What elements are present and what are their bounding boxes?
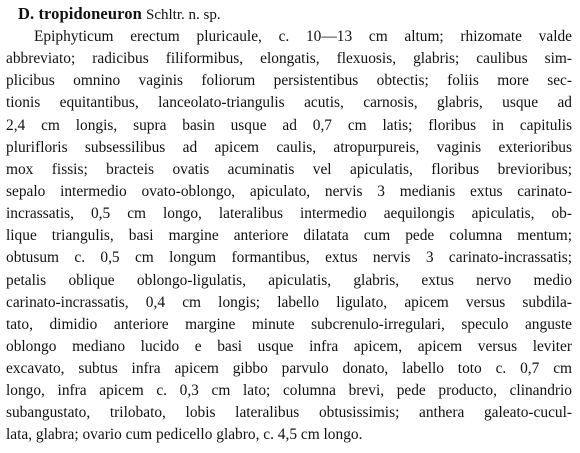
description-line: petalis oblique oblongo-ligulatis, apiculatis, glabris, extus nervo medio [6, 272, 572, 289]
description-line: lata, glabra; ovario cum pedicello glabro, c. 4,5 cm longo. [6, 426, 363, 443]
species-heading [18, 3, 221, 25]
description-line: sepalo intermedio ovato-oblongo, apiculato, nervis 3 medianis extus carinato- [6, 183, 572, 200]
description-line: Epiphyticum erectum pluricaule, c. 10—13 cm altum; rhizomate valde [34, 28, 572, 45]
species-authority: Schltr. n. sp. [145, 7, 221, 23]
description-line: tionis equitantibus, lanceolato-triangulis acutis, carnosis, glabris, usque ad [6, 94, 572, 111]
description-line: carinato-incrassatis, 0,4 cm longis; labello ligulato, apicem versus subdila- [6, 294, 572, 311]
species-name: D. tropidoneuron [18, 4, 142, 23]
description-line: longo, infra apicem c. 0,3 cm lato; columna brevi, pede producto, clinandrio [6, 382, 572, 399]
description-line: plicibus omnino vaginis foliorum persistentibus obtectis; foliis more sec- [6, 72, 572, 89]
description-line: obtusum c. 0,5 cm longum formantibus, extus nervis 3 carinato-incrassatis; [6, 249, 572, 266]
description-line: abbreviato; radicibus filiformibus, elongatis, flexuosis, glabris; caulibus sim- [6, 50, 572, 67]
description-line: excavato, subtus infra apicem gibbo parvulo donato, labello toto c. 0,7 cm [6, 360, 572, 377]
description-line: incrassatis, 0,5 cm longo, lateralibus intermedio aequilongis apiculatis, ob- [6, 205, 572, 222]
description-line: oblongo mediano lucido e basi usque infra apicem, apicem versus leviter [6, 338, 572, 355]
description-line: subangustato, trilobato, lobis lateralibus obtusissimis; anthera galeato-cucul- [6, 404, 572, 421]
description-line: tato, dimidio anteriore margine minute subcrenulo-irregulari, speculo anguste [6, 316, 572, 333]
description-line: mox fissis; bracteis ovatis acuminatis vel apiculatis, floribus brevioribus; [6, 161, 572, 178]
description-line: 2,4 cm longis, supra basin usque ad 0,7 cm latis; floribus in capitulis [6, 117, 572, 134]
description-line: lique triangulis, basi margine anteriore dilatata cum pede columna mentum; [6, 227, 572, 244]
description-line: plurifloris subsessilibus ad apicem caulis, atropurpureis, vaginis exterioribus [6, 139, 572, 156]
